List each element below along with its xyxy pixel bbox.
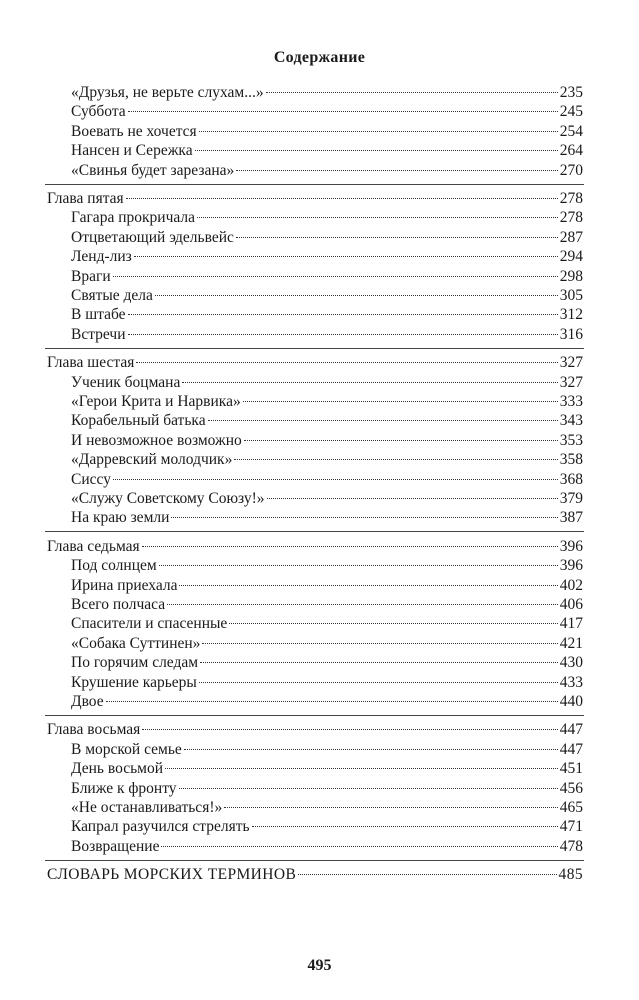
section-separator bbox=[45, 531, 584, 532]
toc-page-number: 298 bbox=[559, 267, 583, 285]
toc-title: Ученик боцмана bbox=[71, 373, 181, 391]
dot-leader bbox=[182, 382, 557, 383]
toc-entry bbox=[71, 267, 583, 286]
dot-leader bbox=[142, 729, 557, 730]
toc-entry bbox=[71, 576, 583, 595]
toc-entry bbox=[71, 508, 583, 527]
toc-title: На краю земли bbox=[71, 509, 170, 527]
toc-entry bbox=[71, 228, 583, 247]
dot-leader bbox=[179, 585, 557, 586]
page-number: 495 bbox=[307, 957, 332, 974]
toc-entry bbox=[71, 122, 583, 141]
dot-leader bbox=[167, 604, 558, 605]
toc-page-number: 421 bbox=[559, 634, 583, 652]
toc-title: День восьмой bbox=[71, 760, 164, 778]
toc-title: «Не останавливаться!» bbox=[71, 799, 223, 816]
toc-page-number: 433 bbox=[559, 673, 583, 691]
toc-chapter bbox=[47, 353, 583, 372]
toc-entry bbox=[71, 325, 583, 344]
dot-leader bbox=[134, 256, 558, 257]
dot-leader bbox=[159, 565, 558, 566]
toc-title: «Друзья, не верьте слухам...» bbox=[71, 84, 264, 101]
toc-title: По горячим следам bbox=[71, 654, 199, 672]
toc-entry bbox=[71, 102, 583, 121]
page-title: Содержание bbox=[273, 49, 366, 66]
dot-leader bbox=[234, 459, 557, 460]
toc-title: В морской семье bbox=[71, 740, 182, 758]
toc-title: Под солнцем bbox=[71, 557, 157, 575]
dot-leader bbox=[243, 401, 558, 402]
toc-page-number: 287 bbox=[559, 228, 583, 246]
toc-title: Встречи bbox=[71, 325, 126, 343]
toc-entry bbox=[71, 673, 583, 692]
toc-entry bbox=[71, 247, 583, 266]
toc-chapter bbox=[47, 720, 583, 739]
dot-leader bbox=[200, 662, 558, 663]
toc-page-number: 353 bbox=[559, 431, 583, 449]
toc-entry bbox=[71, 305, 583, 324]
dot-leader bbox=[195, 150, 558, 151]
toc-title: Суббота bbox=[71, 103, 126, 121]
toc-entry bbox=[71, 634, 583, 653]
toc-entry bbox=[71, 373, 583, 392]
toc-title: Воевать не хочется bbox=[71, 122, 197, 140]
dot-leader bbox=[155, 295, 558, 296]
toc-title: Сиссу bbox=[71, 470, 111, 488]
toc-entry bbox=[71, 692, 583, 711]
toc-page-number: 465 bbox=[559, 799, 583, 816]
toc-entry bbox=[71, 556, 583, 575]
toc-title: Ирина приехала bbox=[71, 576, 178, 594]
section-separator bbox=[45, 184, 584, 185]
toc-page-number: 316 bbox=[559, 325, 583, 343]
toc-entry bbox=[71, 837, 583, 856]
toc-page-number: 379 bbox=[559, 490, 583, 507]
toc-title: Всего полчаса bbox=[71, 596, 166, 613]
toc-page-number: 417 bbox=[559, 615, 583, 633]
toc-title: Ленд-лиз bbox=[71, 248, 132, 266]
toc-title: «Дарревский молодчик» bbox=[71, 451, 233, 469]
toc-title: Нансен и Сережка bbox=[71, 142, 193, 160]
toc-entry bbox=[71, 141, 583, 160]
toc-page-number: 294 bbox=[559, 248, 583, 266]
toc-page-number: 430 bbox=[559, 654, 583, 672]
toc-page-number: 278 bbox=[559, 209, 583, 227]
toc-title: Глава седьмая bbox=[47, 537, 140, 555]
dot-leader bbox=[244, 440, 558, 441]
toc-entry bbox=[71, 392, 583, 411]
toc-page-number: 254 bbox=[559, 122, 583, 140]
toc-title: Глава шестая bbox=[47, 354, 135, 372]
toc-page-number: 447 bbox=[559, 740, 583, 758]
toc-chapter bbox=[47, 537, 583, 556]
toc-page-number: 451 bbox=[559, 760, 583, 778]
toc-page-number: 447 bbox=[559, 721, 583, 739]
toc-entry bbox=[71, 286, 583, 305]
toc-page-number: 485 bbox=[558, 866, 583, 884]
toc-page-number: 343 bbox=[559, 412, 583, 430]
section-separator bbox=[45, 860, 584, 861]
dot-leader bbox=[128, 334, 558, 335]
toc-title: Ближе к фронту bbox=[71, 779, 177, 797]
toc-title: «Служу Советскому Союзу!» bbox=[71, 490, 265, 507]
toc-page-number: 312 bbox=[559, 306, 583, 324]
toc-page-number: 327 bbox=[559, 373, 583, 391]
dot-leader bbox=[236, 237, 558, 238]
toc-entry bbox=[71, 161, 583, 180]
toc-title: Спасители и спасенные bbox=[71, 615, 228, 633]
toc-page-number: 264 bbox=[559, 142, 583, 160]
toc-entry bbox=[71, 470, 583, 489]
toc-page-number: 396 bbox=[559, 537, 583, 555]
dot-leader bbox=[208, 420, 558, 421]
toc-entry bbox=[71, 653, 583, 672]
toc-title: СЛОВАРЬ МОРСКИХ ТЕРМИНОВ bbox=[47, 866, 297, 884]
dot-leader bbox=[128, 111, 558, 112]
dot-leader bbox=[298, 874, 556, 875]
toc-page-number: 368 bbox=[559, 470, 583, 488]
toc-page-number: 440 bbox=[559, 693, 583, 710]
toc-page-number: 270 bbox=[559, 161, 583, 179]
dot-leader bbox=[161, 846, 557, 847]
toc-entry bbox=[71, 740, 583, 759]
toc-title: Отцветающий эдельвейс bbox=[71, 228, 234, 246]
toc-entry bbox=[71, 595, 583, 614]
toc-title: «Герои Крита и Нарвика» bbox=[71, 393, 241, 410]
toc-page-number: 471 bbox=[559, 818, 583, 836]
toc-title: Святые дела bbox=[71, 287, 153, 304]
toc-page-number: 456 bbox=[559, 779, 583, 797]
dot-leader bbox=[224, 807, 558, 808]
toc-entry bbox=[71, 798, 583, 817]
toc-page-number: 387 bbox=[559, 509, 583, 527]
dot-leader bbox=[165, 768, 558, 769]
dot-leader bbox=[128, 314, 558, 315]
dot-leader bbox=[267, 498, 558, 499]
dot-leader bbox=[266, 92, 558, 93]
toc-page-number: 333 bbox=[559, 393, 583, 410]
dot-leader bbox=[113, 479, 558, 480]
toc-entry bbox=[71, 817, 583, 836]
toc-entry bbox=[71, 431, 583, 450]
dot-leader bbox=[113, 276, 558, 277]
toc-page-number: 245 bbox=[559, 103, 583, 121]
dot-leader bbox=[106, 701, 558, 702]
dot-leader bbox=[171, 517, 557, 518]
toc-entry bbox=[71, 208, 583, 227]
toc-page-number: 402 bbox=[559, 576, 583, 594]
toc-entry bbox=[71, 411, 583, 430]
toc-title: «Свинья будет зарезана» bbox=[71, 161, 235, 179]
toc-page-number: 278 bbox=[559, 190, 583, 207]
toc-title: Капрал разучился стрелять bbox=[71, 818, 250, 836]
toc-title: И невозможное возможно bbox=[71, 431, 242, 449]
dot-leader bbox=[126, 198, 558, 199]
dot-leader bbox=[252, 826, 558, 827]
dot-leader bbox=[142, 546, 558, 547]
toc-page-number: 235 bbox=[559, 84, 583, 101]
dot-leader bbox=[136, 362, 557, 363]
toc-title: Возвращение bbox=[71, 837, 160, 855]
toc-title: Корабельный батька bbox=[71, 412, 206, 430]
toc-title: Двое bbox=[71, 693, 104, 710]
section-separator bbox=[45, 715, 584, 716]
toc-title: Глава пятая bbox=[47, 190, 124, 207]
dot-leader bbox=[179, 788, 558, 789]
dot-leader bbox=[229, 623, 557, 624]
dot-leader bbox=[202, 643, 557, 644]
toc-page-number: 358 bbox=[559, 451, 583, 469]
toc-entry bbox=[71, 83, 583, 102]
toc-entry bbox=[71, 779, 583, 798]
toc-page-number: 396 bbox=[559, 557, 583, 575]
toc-entry bbox=[71, 489, 583, 508]
toc-entry bbox=[71, 614, 583, 633]
dot-leader bbox=[184, 749, 558, 750]
dot-leader bbox=[199, 682, 558, 683]
toc-page-number: 305 bbox=[559, 287, 583, 304]
toc-title: Глава восьмая bbox=[47, 721, 141, 739]
toc-page-number: 327 bbox=[559, 354, 583, 372]
section-separator bbox=[45, 348, 584, 349]
toc-title: Враги bbox=[71, 267, 111, 285]
dot-leader bbox=[199, 131, 558, 132]
toc-chapter bbox=[47, 189, 583, 208]
dot-leader bbox=[236, 170, 557, 171]
toc-appendix bbox=[47, 865, 583, 884]
toc-entry bbox=[71, 759, 583, 778]
toc-title: Крушение карьеры bbox=[71, 673, 197, 691]
toc-entry bbox=[71, 450, 583, 469]
toc-title: Гагара прокричала bbox=[71, 209, 195, 227]
dot-leader bbox=[197, 217, 558, 218]
toc-title: В штабе bbox=[71, 306, 126, 324]
toc-page-number: 478 bbox=[559, 837, 583, 855]
toc-title: «Собака Суттинен» bbox=[71, 634, 201, 652]
toc-page-number: 406 bbox=[559, 596, 583, 613]
